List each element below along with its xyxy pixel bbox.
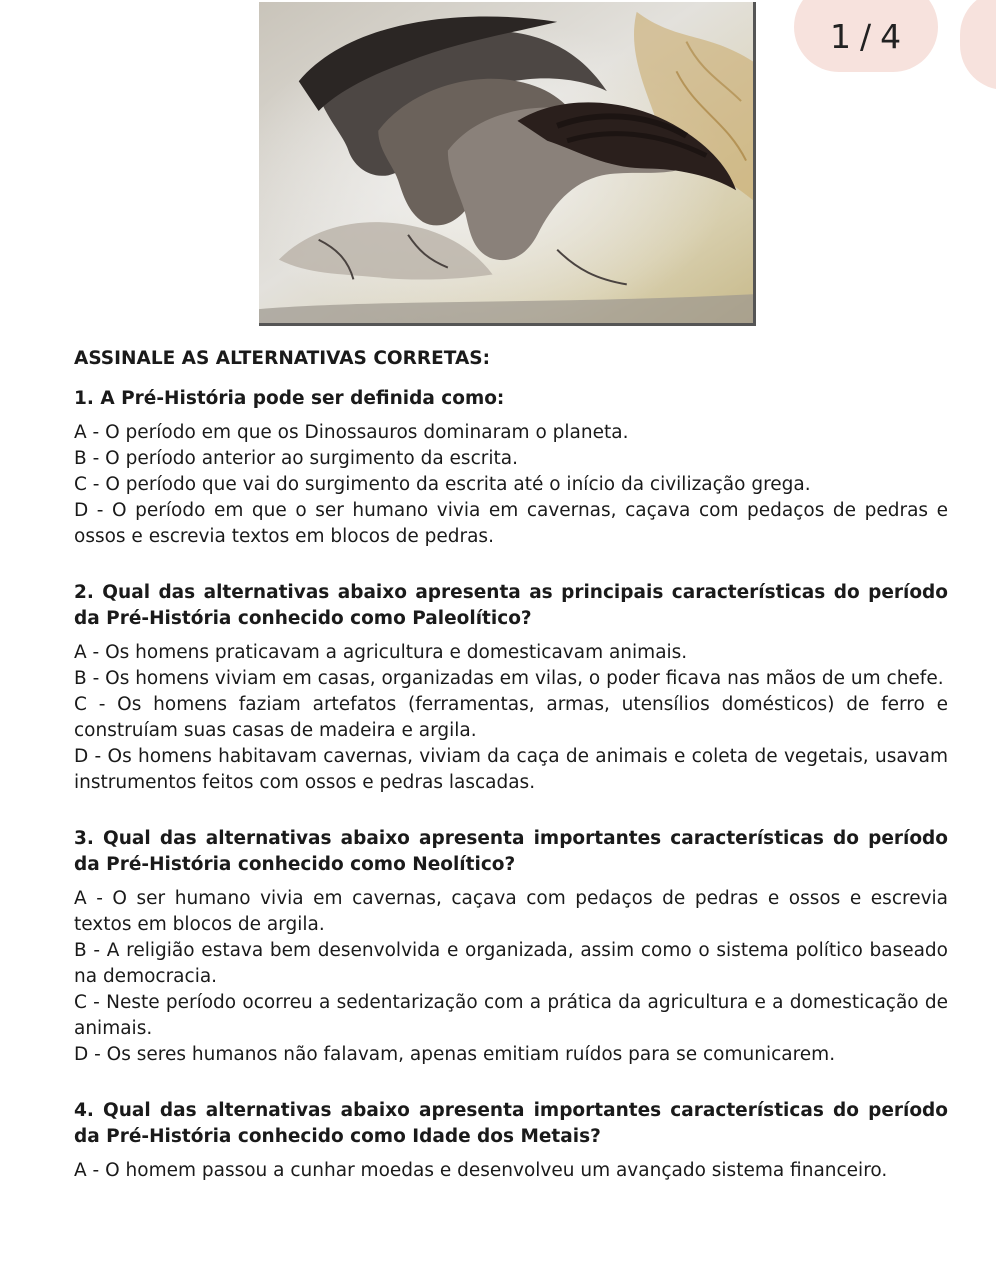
question-title: 4. Qual das alternativas abaixo apresenta importantes características do período da Pré-História conhecido como Idade dos Metais? xyxy=(74,1100,948,1147)
option-d: D - Os seres humanos não falavam, apenas emitiam ruídos para se comunicarem. xyxy=(74,1044,836,1065)
cave-painting-image xyxy=(259,2,756,326)
question-1 xyxy=(74,386,948,550)
options-list xyxy=(74,420,948,550)
option-c: C - Os homens faziam artefatos (ferramentas, armas, utensílios domésticos) de ferro e construíam suas casas de madeira e argila. xyxy=(74,694,948,741)
options-list xyxy=(74,1158,948,1184)
page-counter xyxy=(794,0,938,72)
option-d: D - Os homens habitavam cavernas, viviam da caça de animais e coleta de vegetais, usavam instrumentos feitos com ossos e pedras lascadas. xyxy=(74,746,948,793)
option-a: A - Os homens praticavam a agricultura e domesticavam animais. xyxy=(74,642,688,663)
option-a: A - O período em que os Dinossauros dominaram o planeta. xyxy=(74,422,629,443)
page-separator: / xyxy=(859,16,873,56)
option-b: B - O período anterior ao surgimento da escrita. xyxy=(74,448,518,469)
option-b: B - A religião estava bem desenvolvida e organizada, assim como o sistema político baseado na democracia. xyxy=(74,940,948,987)
question-title: 1. A Pré-História pode ser definida como: xyxy=(74,388,505,409)
question-title: 2. Qual das alternativas abaixo apresenta as principais características do período da Pré-História conhecido como Paleolítico? xyxy=(74,582,948,629)
worksheet-content xyxy=(74,340,948,1184)
option-a: A - O ser humano vivia em cavernas, caçava com pedaços de pedras e ossos e escrevia textos em blocos de argila. xyxy=(74,888,948,935)
options-list xyxy=(74,886,948,1068)
page-current: 1 xyxy=(829,16,852,56)
question-3 xyxy=(74,826,948,1068)
option-d: D - O período em que o ser humano vivia em cavernas, caçava com pedaços de pedras e ossos e escrevia textos em blocos de pedras. xyxy=(74,500,948,547)
instruction-heading: ASSINALE AS ALTERNATIVAS CORRETAS: xyxy=(74,348,490,369)
option-c: C - O período que vai do surgimento da escrita até o início da civilização grega. xyxy=(74,474,811,495)
next-page-button[interactable] xyxy=(960,0,996,90)
option-c: C - Neste período ocorreu a sedentarização com a prática da agricultura e a domesticação de animais. xyxy=(74,992,948,1039)
page-total: 4 xyxy=(880,16,903,56)
option-b: B - Os homens viviam em casas, organizadas em vilas, o poder ficava nas mãos de um chefe. xyxy=(74,668,944,689)
option-a: A - O homem passou a cunhar moedas e desenvolveu um avançado sistema financeiro. xyxy=(74,1160,888,1181)
question-2 xyxy=(74,580,948,796)
question-title: 3. Qual das alternativas abaixo apresenta importantes características do período da Pré-História conhecido como Neolítico? xyxy=(74,828,948,875)
options-list xyxy=(74,640,948,796)
question-4 xyxy=(74,1098,948,1184)
cave-painting-horses-icon xyxy=(259,2,753,323)
